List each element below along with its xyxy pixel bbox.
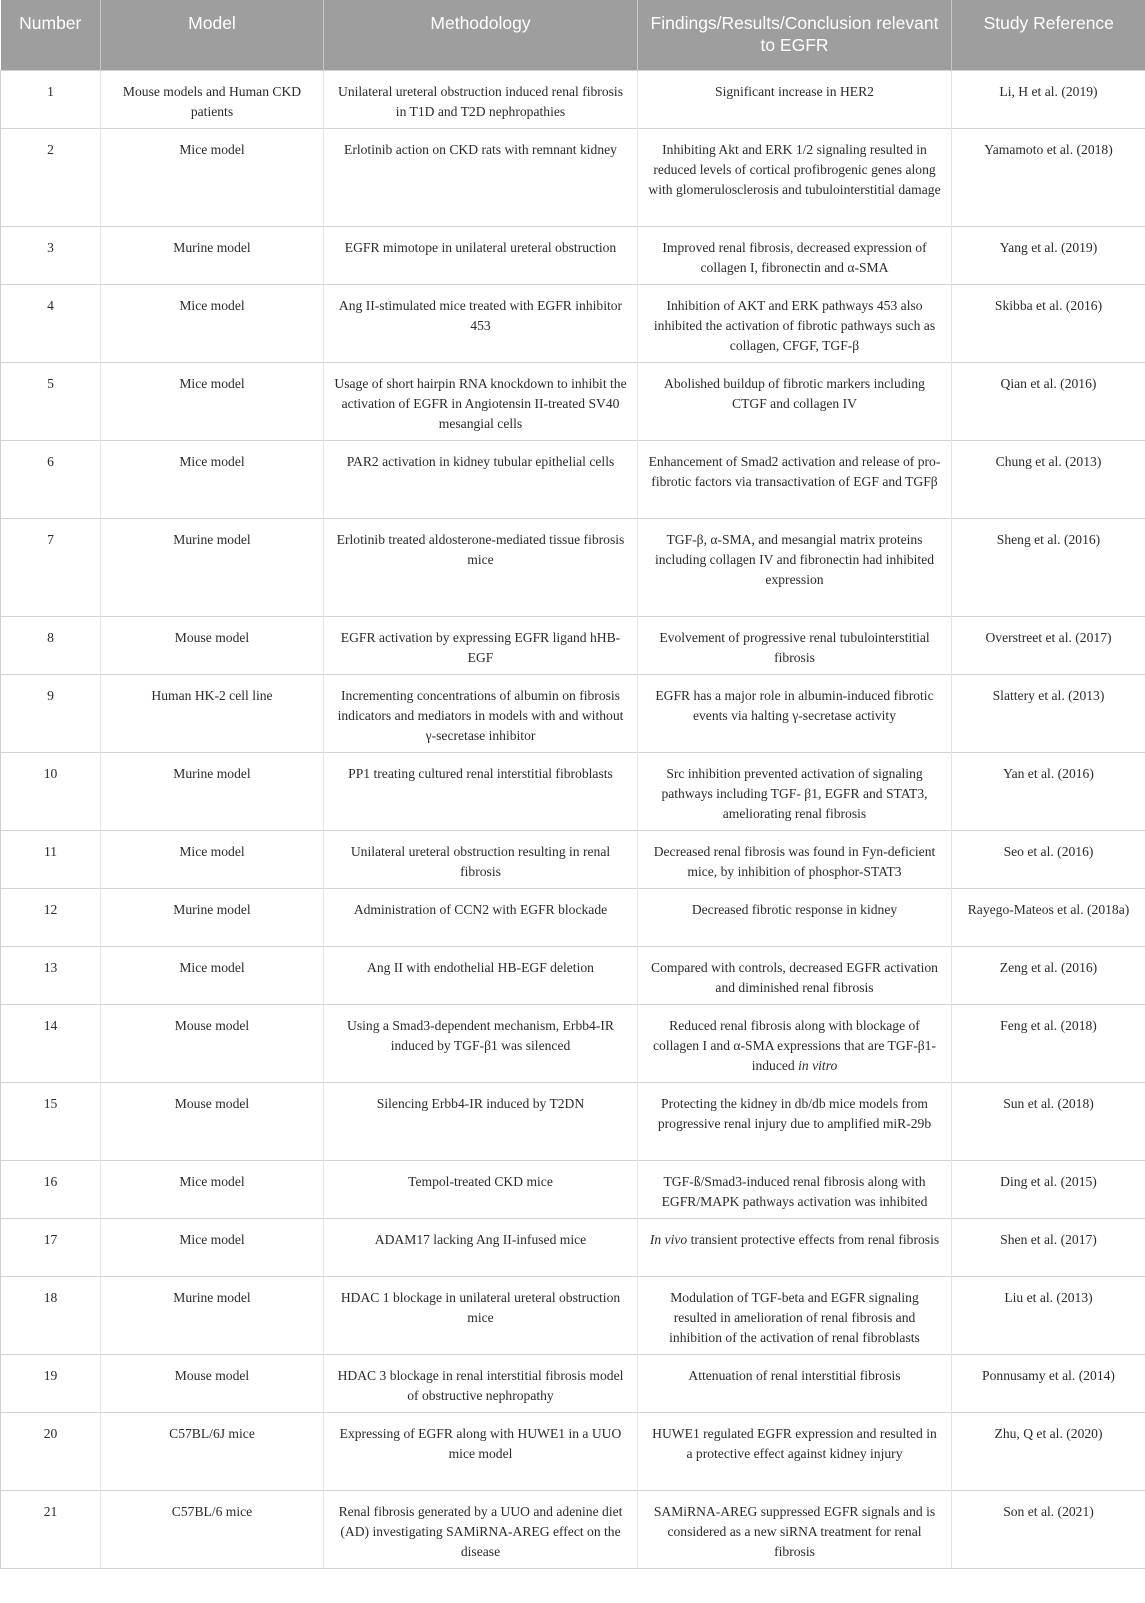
table-row — [1, 830, 1145, 888]
cell-findings: Modulation of TGF-beta and EGFR signaling resulted in amelioration of renal fibrosis and inhibition of the activation of renal fibroblasts — [638, 1276, 952, 1354]
cell-model: Mouse models and Human CKD patients — [101, 70, 324, 128]
cell-reference: Yan et al. (2016) — [952, 752, 1145, 830]
cell-reference: Seo et al. (2016) — [952, 830, 1145, 888]
table-row — [1, 1218, 1145, 1276]
cell-number: 16 — [1, 1160, 101, 1218]
header-methodology: Methodology — [324, 0, 638, 70]
cell-reference: Li, H et al. (2019) — [952, 70, 1145, 128]
cell-reference: Feng et al. (2018) — [952, 1004, 1145, 1082]
cell-reference: Skibba et al. (2016) — [952, 284, 1145, 362]
cell-reference: Slattery et al. (2013) — [952, 674, 1145, 752]
cell-model: Mice model — [101, 830, 324, 888]
cell-number: 21 — [1, 1490, 101, 1568]
cell-reference: Sheng et al. (2016) — [952, 518, 1145, 616]
cell-model: Mice model — [101, 1160, 324, 1218]
table-row — [1, 1276, 1145, 1354]
cell-methodology: PP1 treating cultured renal interstitial fibroblasts — [324, 752, 638, 830]
cell-findings: Evolvement of progressive renal tubulointerstitial fibrosis — [638, 616, 952, 674]
header-model: Model — [101, 0, 324, 70]
cell-model: Mouse model — [101, 1082, 324, 1160]
cell-number: 17 — [1, 1218, 101, 1276]
table-row — [1, 1004, 1145, 1082]
table-body — [1, 70, 1145, 1568]
cell-number: 10 — [1, 752, 101, 830]
cell-methodology: Incrementing concentrations of albumin on fibrosis indicators and mediators in models with and without γ-secretase inhibitor — [324, 674, 638, 752]
cell-methodology: Administration of CCN2 with EGFR blockade — [324, 888, 638, 946]
cell-number: 7 — [1, 518, 101, 616]
cell-findings: Compared with controls, decreased EGFR activation and diminished renal fibrosis — [638, 946, 952, 1004]
header-reference: Study Reference — [952, 0, 1145, 70]
table-row — [1, 946, 1145, 1004]
cell-methodology: Silencing Erbb4-IR induced by T2DN — [324, 1082, 638, 1160]
table-row — [1, 616, 1145, 674]
table-row — [1, 362, 1145, 440]
cell-reference: Overstreet et al. (2017) — [952, 616, 1145, 674]
cell-methodology: PAR2 activation in kidney tubular epithelial cells — [324, 440, 638, 518]
cell-reference: Zhu, Q et al. (2020) — [952, 1412, 1145, 1490]
header-row — [1, 0, 1145, 70]
cell-findings: Decreased fibrotic response in kidney — [638, 888, 952, 946]
cell-findings: Abolished buildup of fibrotic markers including CTGF and collagen IV — [638, 362, 952, 440]
table-row — [1, 226, 1145, 284]
findings-italic: In vivo — [649, 1231, 688, 1247]
cell-findings: Inhibition of AKT and ERK pathways 453 also inhibited the activation of fibrotic pathways such as collagen, CFGF, TGF-β — [638, 284, 952, 362]
cell-methodology: Ang II with endothelial HB-EGF deletion — [324, 946, 638, 1004]
cell-methodology: Expressing of EGFR along with HUWE1 in a UUO mice model — [324, 1412, 638, 1490]
header-findings: Findings/Results/Conclusion relevant to EGFR — [638, 0, 952, 70]
cell-model: Murine model — [101, 226, 324, 284]
cell-findings — [638, 1004, 952, 1082]
cell-reference: Yamamoto et al. (2018) — [952, 128, 1145, 226]
cell-methodology: Ang II-stimulated mice treated with EGFR inhibitor 453 — [324, 284, 638, 362]
cell-number: 19 — [1, 1354, 101, 1412]
cell-methodology: ADAM17 lacking Ang II-infused mice — [324, 1218, 638, 1276]
header-number: Number — [1, 0, 101, 70]
cell-reference: Liu et al. (2013) — [952, 1276, 1145, 1354]
cell-reference: Yang et al. (2019) — [952, 226, 1145, 284]
cell-methodology: Erlotinib treated aldosterone-mediated tissue fibrosis mice — [324, 518, 638, 616]
table-row — [1, 888, 1145, 946]
cell-reference: Zeng et al. (2016) — [952, 946, 1145, 1004]
cell-methodology: Renal fibrosis generated by a UUO and adenine diet (AD) investigating SAMiRNA-AREG effect on the disease — [324, 1490, 638, 1568]
cell-model: Murine model — [101, 1276, 324, 1354]
cell-methodology: EGFR activation by expressing EGFR ligand hHB-EGF — [324, 616, 638, 674]
cell-model: Human HK-2 cell line — [101, 674, 324, 752]
cell-reference: Rayego-Mateos et al. (2018a) — [952, 888, 1145, 946]
cell-reference: Ding et al. (2015) — [952, 1160, 1145, 1218]
cell-model: Mice model — [101, 1218, 324, 1276]
cell-number: 14 — [1, 1004, 101, 1082]
cell-findings: EGFR has a major role in albumin-induced fibrotic events via halting γ-secretase activity — [638, 674, 952, 752]
table-row — [1, 284, 1145, 362]
table-row — [1, 128, 1145, 226]
cell-methodology: Tempol-treated CKD mice — [324, 1160, 638, 1218]
cell-model: Mouse model — [101, 1004, 324, 1082]
cell-methodology: Erlotinib action on CKD rats with remnant kidney — [324, 128, 638, 226]
cell-methodology: EGFR mimotope in unilateral ureteral obstruction — [324, 226, 638, 284]
cell-findings: Protecting the kidney in db/db mice models from progressive renal injury due to amplified miR-29b — [638, 1082, 952, 1160]
cell-model: Mice model — [101, 128, 324, 226]
cell-model: Mice model — [101, 440, 324, 518]
cell-number: 15 — [1, 1082, 101, 1160]
cell-findings: HUWE1 regulated EGFR expression and resulted in a protective effect against kidney injury — [638, 1412, 952, 1490]
cell-model: Mice model — [101, 284, 324, 362]
findings-italic: in vitro — [798, 1057, 838, 1073]
cell-number: 5 — [1, 362, 101, 440]
cell-reference: Shen et al. (2017) — [952, 1218, 1145, 1276]
cell-reference: Ponnusamy et al. (2014) — [952, 1354, 1145, 1412]
cell-findings: SAMiRNA-AREG suppressed EGFR signals and is considered as a new siRNA treatment for renal fibrosis — [638, 1490, 952, 1568]
cell-findings: TGF-β, α-SMA, and mesangial matrix proteins including collagen IV and fibronectin had inhibited expression — [638, 518, 952, 616]
cell-methodology: Usage of short hairpin RNA knockdown to inhibit the activation of EGFR in Angiotensin II-treated SV40 mesangial cells — [324, 362, 638, 440]
cell-methodology: HDAC 3 blockage in renal interstitial fibrosis model of obstructive nephropathy — [324, 1354, 638, 1412]
cell-number: 4 — [1, 284, 101, 362]
cell-number: 11 — [1, 830, 101, 888]
cell-methodology: Using a Smad3-dependent mechanism, Erbb4-IR induced by TGF-β1 was silenced — [324, 1004, 638, 1082]
cell-number: 13 — [1, 946, 101, 1004]
table-row — [1, 752, 1145, 830]
cell-methodology: Unilateral ureteral obstruction induced renal fibrosis in T1D and T2D nephropathies — [324, 70, 638, 128]
cell-findings: Decreased renal fibrosis was found in Fyn-deficient mice, by inhibition of phosphor-STAT3 — [638, 830, 952, 888]
cell-number: 9 — [1, 674, 101, 752]
table-row — [1, 518, 1145, 616]
cell-findings — [638, 1218, 952, 1276]
cell-model: Mice model — [101, 946, 324, 1004]
cell-reference: Sun et al. (2018) — [952, 1082, 1145, 1160]
cell-findings: TGF-ß/Smad3-induced renal fibrosis along with EGFR/MAPK pathways activation was inhibited — [638, 1160, 952, 1218]
table-row — [1, 1160, 1145, 1218]
cell-findings: Attenuation of renal interstitial fibrosis — [638, 1354, 952, 1412]
table-row — [1, 1490, 1145, 1568]
cell-model: Mice model — [101, 362, 324, 440]
cell-model: Murine model — [101, 752, 324, 830]
cell-number: 18 — [1, 1276, 101, 1354]
cell-findings: Inhibiting Akt and ERK 1/2 signaling resulted in reduced levels of cortical profibrogenic genes along with glomerulosclerosis and tubulointerstitial damage — [638, 128, 952, 226]
cell-number: 8 — [1, 616, 101, 674]
cell-methodology: HDAC 1 blockage in unilateral ureteral obstruction mice — [324, 1276, 638, 1354]
cell-reference: Chung et al. (2013) — [952, 440, 1145, 518]
cell-number: 6 — [1, 440, 101, 518]
cell-number: 20 — [1, 1412, 101, 1490]
findings-text: Reduced renal fibrosis along with blockage of collagen I and α-SMA expressions that are TGF-β1-induced — [653, 1017, 936, 1073]
table-row — [1, 440, 1145, 518]
cell-findings: Improved renal fibrosis, decreased expression of collagen I, fibronectin and α-SMA — [638, 226, 952, 284]
cell-number: 2 — [1, 128, 101, 226]
findings-text: transient protective effects from renal fibrosis — [690, 1231, 940, 1247]
cell-model: Murine model — [101, 888, 324, 946]
cell-number: 12 — [1, 888, 101, 946]
cell-reference: Qian et al. (2016) — [952, 362, 1145, 440]
table-row — [1, 1354, 1145, 1412]
cell-findings: Enhancement of Smad2 activation and release of pro-fibrotic factors via transactivation of EGF and TGFβ — [638, 440, 952, 518]
cell-reference: Son et al. (2021) — [952, 1490, 1145, 1568]
cell-model: Mouse model — [101, 616, 324, 674]
cell-findings: Significant increase in HER2 — [638, 70, 952, 128]
cell-model: C57BL/6 mice — [101, 1490, 324, 1568]
cell-number: 3 — [1, 226, 101, 284]
cell-methodology: Unilateral ureteral obstruction resulting in renal fibrosis — [324, 830, 638, 888]
cell-model: C57BL/6J mice — [101, 1412, 324, 1490]
cell-model: Murine model — [101, 518, 324, 616]
cell-number: 1 — [1, 70, 101, 128]
cell-findings: Src inhibition prevented activation of signaling pathways including TGF- β1, EGFR and STAT3, ameliorating renal fibrosis — [638, 752, 952, 830]
table-row — [1, 70, 1145, 128]
table-row — [1, 674, 1145, 752]
table-row — [1, 1082, 1145, 1160]
cell-model: Mouse model — [101, 1354, 324, 1412]
table-row — [1, 1412, 1145, 1490]
table-header — [1, 0, 1145, 70]
